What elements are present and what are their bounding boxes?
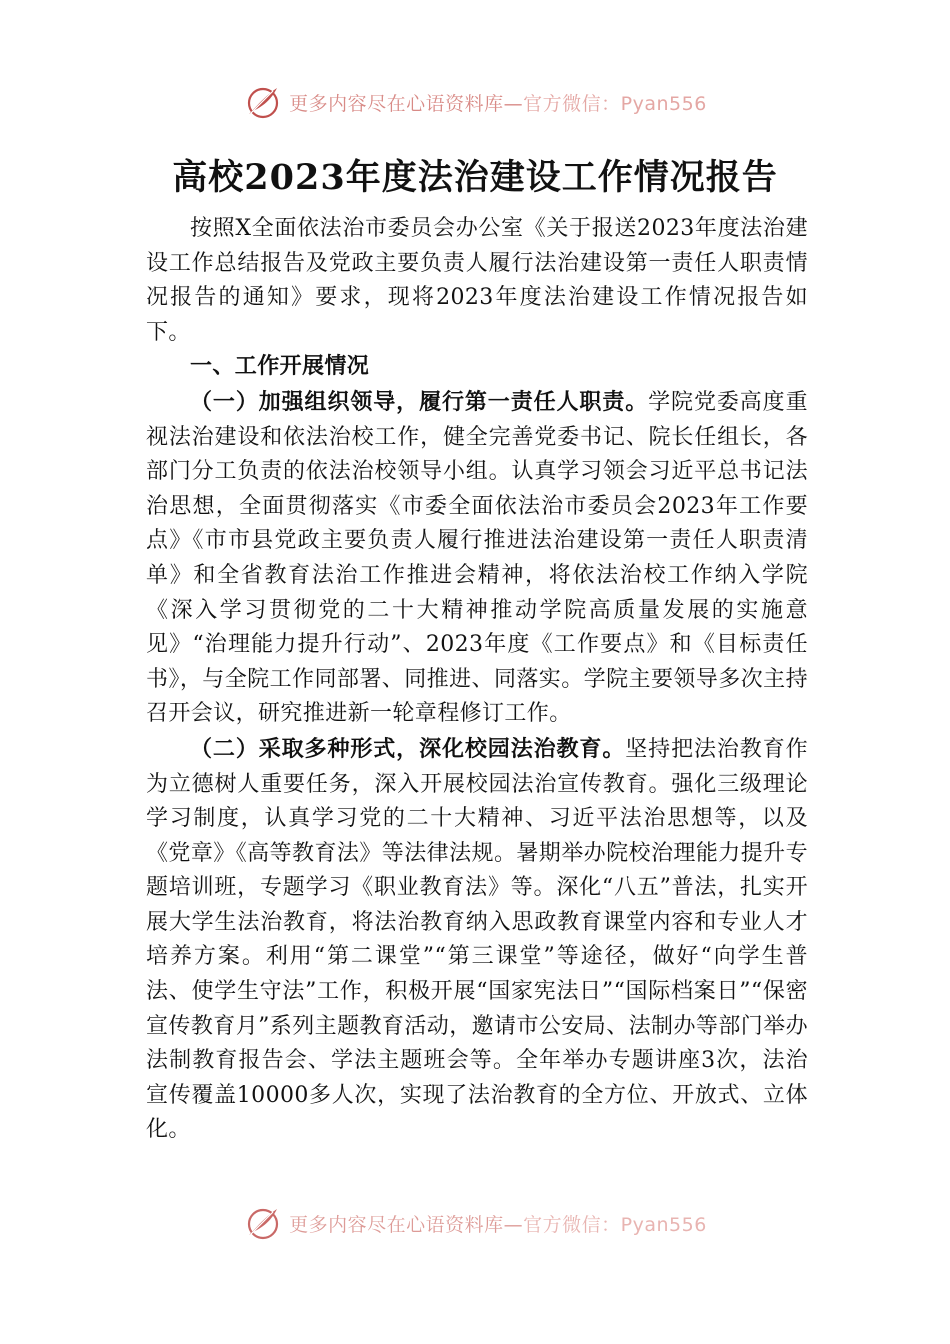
watermark-header xyxy=(0,82,950,122)
watermark-brand: 更多内容尽在心语资料库 xyxy=(289,1213,504,1236)
paragraph-2-lead: （二）采取多种形式，深化校园法治教育。 xyxy=(190,735,626,762)
intro-paragraph: 按照X全面依法治市委员会办公室《关于报送2023年度法治建设工作总结报告及党政主要负责人履行法治建设第一责任人职责情况报告的通知》要求，现将2023年度法治建设工作情况报告如下。 xyxy=(146,216,808,345)
feather-quill-logo-icon xyxy=(243,1203,283,1243)
document-body xyxy=(146,212,808,1148)
paragraph-1 xyxy=(146,385,808,732)
paragraph-1-body: 学院党委高度重视法治建设和依法治校工作，健全完善党委书记、院长任组长，各部门分工负责的依法治校领导小组。认真学习领会习近平总书记法治思想，全面贯彻落实《市委全面依法治市委员会2023年工作要点》《市市县党政主要负责人履行推进法治建设第一责任人职责清单》和全省教育法治工作推进会精神，将依法治校工作纳入学院《深入学习贯彻党的二十大精神推动学院高质量发展的实施意见》“治理能力提升行动”、2023年度《工作要点》和《目标责任书》，与全院工作同部署、同推进、同落实。学院主要领导多次主持召开会议，研究推进新一轮章程修订工作。 xyxy=(146,389,808,727)
watermark-brand: 更多内容尽在心语资料库 xyxy=(289,92,504,115)
watermark-wechat: 官方微信：Pyan556 xyxy=(523,1213,707,1236)
paragraph-1-lead: （一）加强组织领导，履行第一责任人职责。 xyxy=(190,388,649,415)
watermark-text xyxy=(289,89,707,116)
paragraph-2-body: 坚持把法治教育作为立德树人重要任务，深入开展校园法治宣传教育。强化三级理论学习制度，认真学习党的二十大精神、习近平法治思想等，以及《党章》《高等教育法》等法律法规。暑期举办院校治理能力提升专题培训班，专题学习《职业教育法》等。深化“八五”普法，扎实开展大学生法治教育，将法治教育纳入思政教育课堂内容和专业人才培养方案。利用“第二课堂”“第三课堂”等途径，做好“向学生普法、使学生守法”工作，积极开展“国家宪法日”“国际档案日”“保密宣传教育月”系列主题教育活动，邀请市公安局、法制办等部门举办法制教育报告会、学法主题班会等。全年举办专题讲座3次，法治宣传覆盖10000多人次，实现了法治教育的全方位、开放式、立体化。 xyxy=(146,736,809,1143)
watermark-text xyxy=(289,1210,707,1237)
watermark-wechat: 官方微信：Pyan556 xyxy=(523,92,707,115)
watermark-separator: — xyxy=(503,1213,524,1236)
watermark-separator: — xyxy=(503,92,524,115)
section-heading: 一、工作开展情况 xyxy=(190,354,370,380)
paragraph-2 xyxy=(146,732,808,1148)
document-title: 高校2023年度法治建设工作情况报告 xyxy=(172,157,778,198)
feather-quill-logo-icon xyxy=(243,82,283,122)
watermark-footer xyxy=(0,1203,950,1243)
